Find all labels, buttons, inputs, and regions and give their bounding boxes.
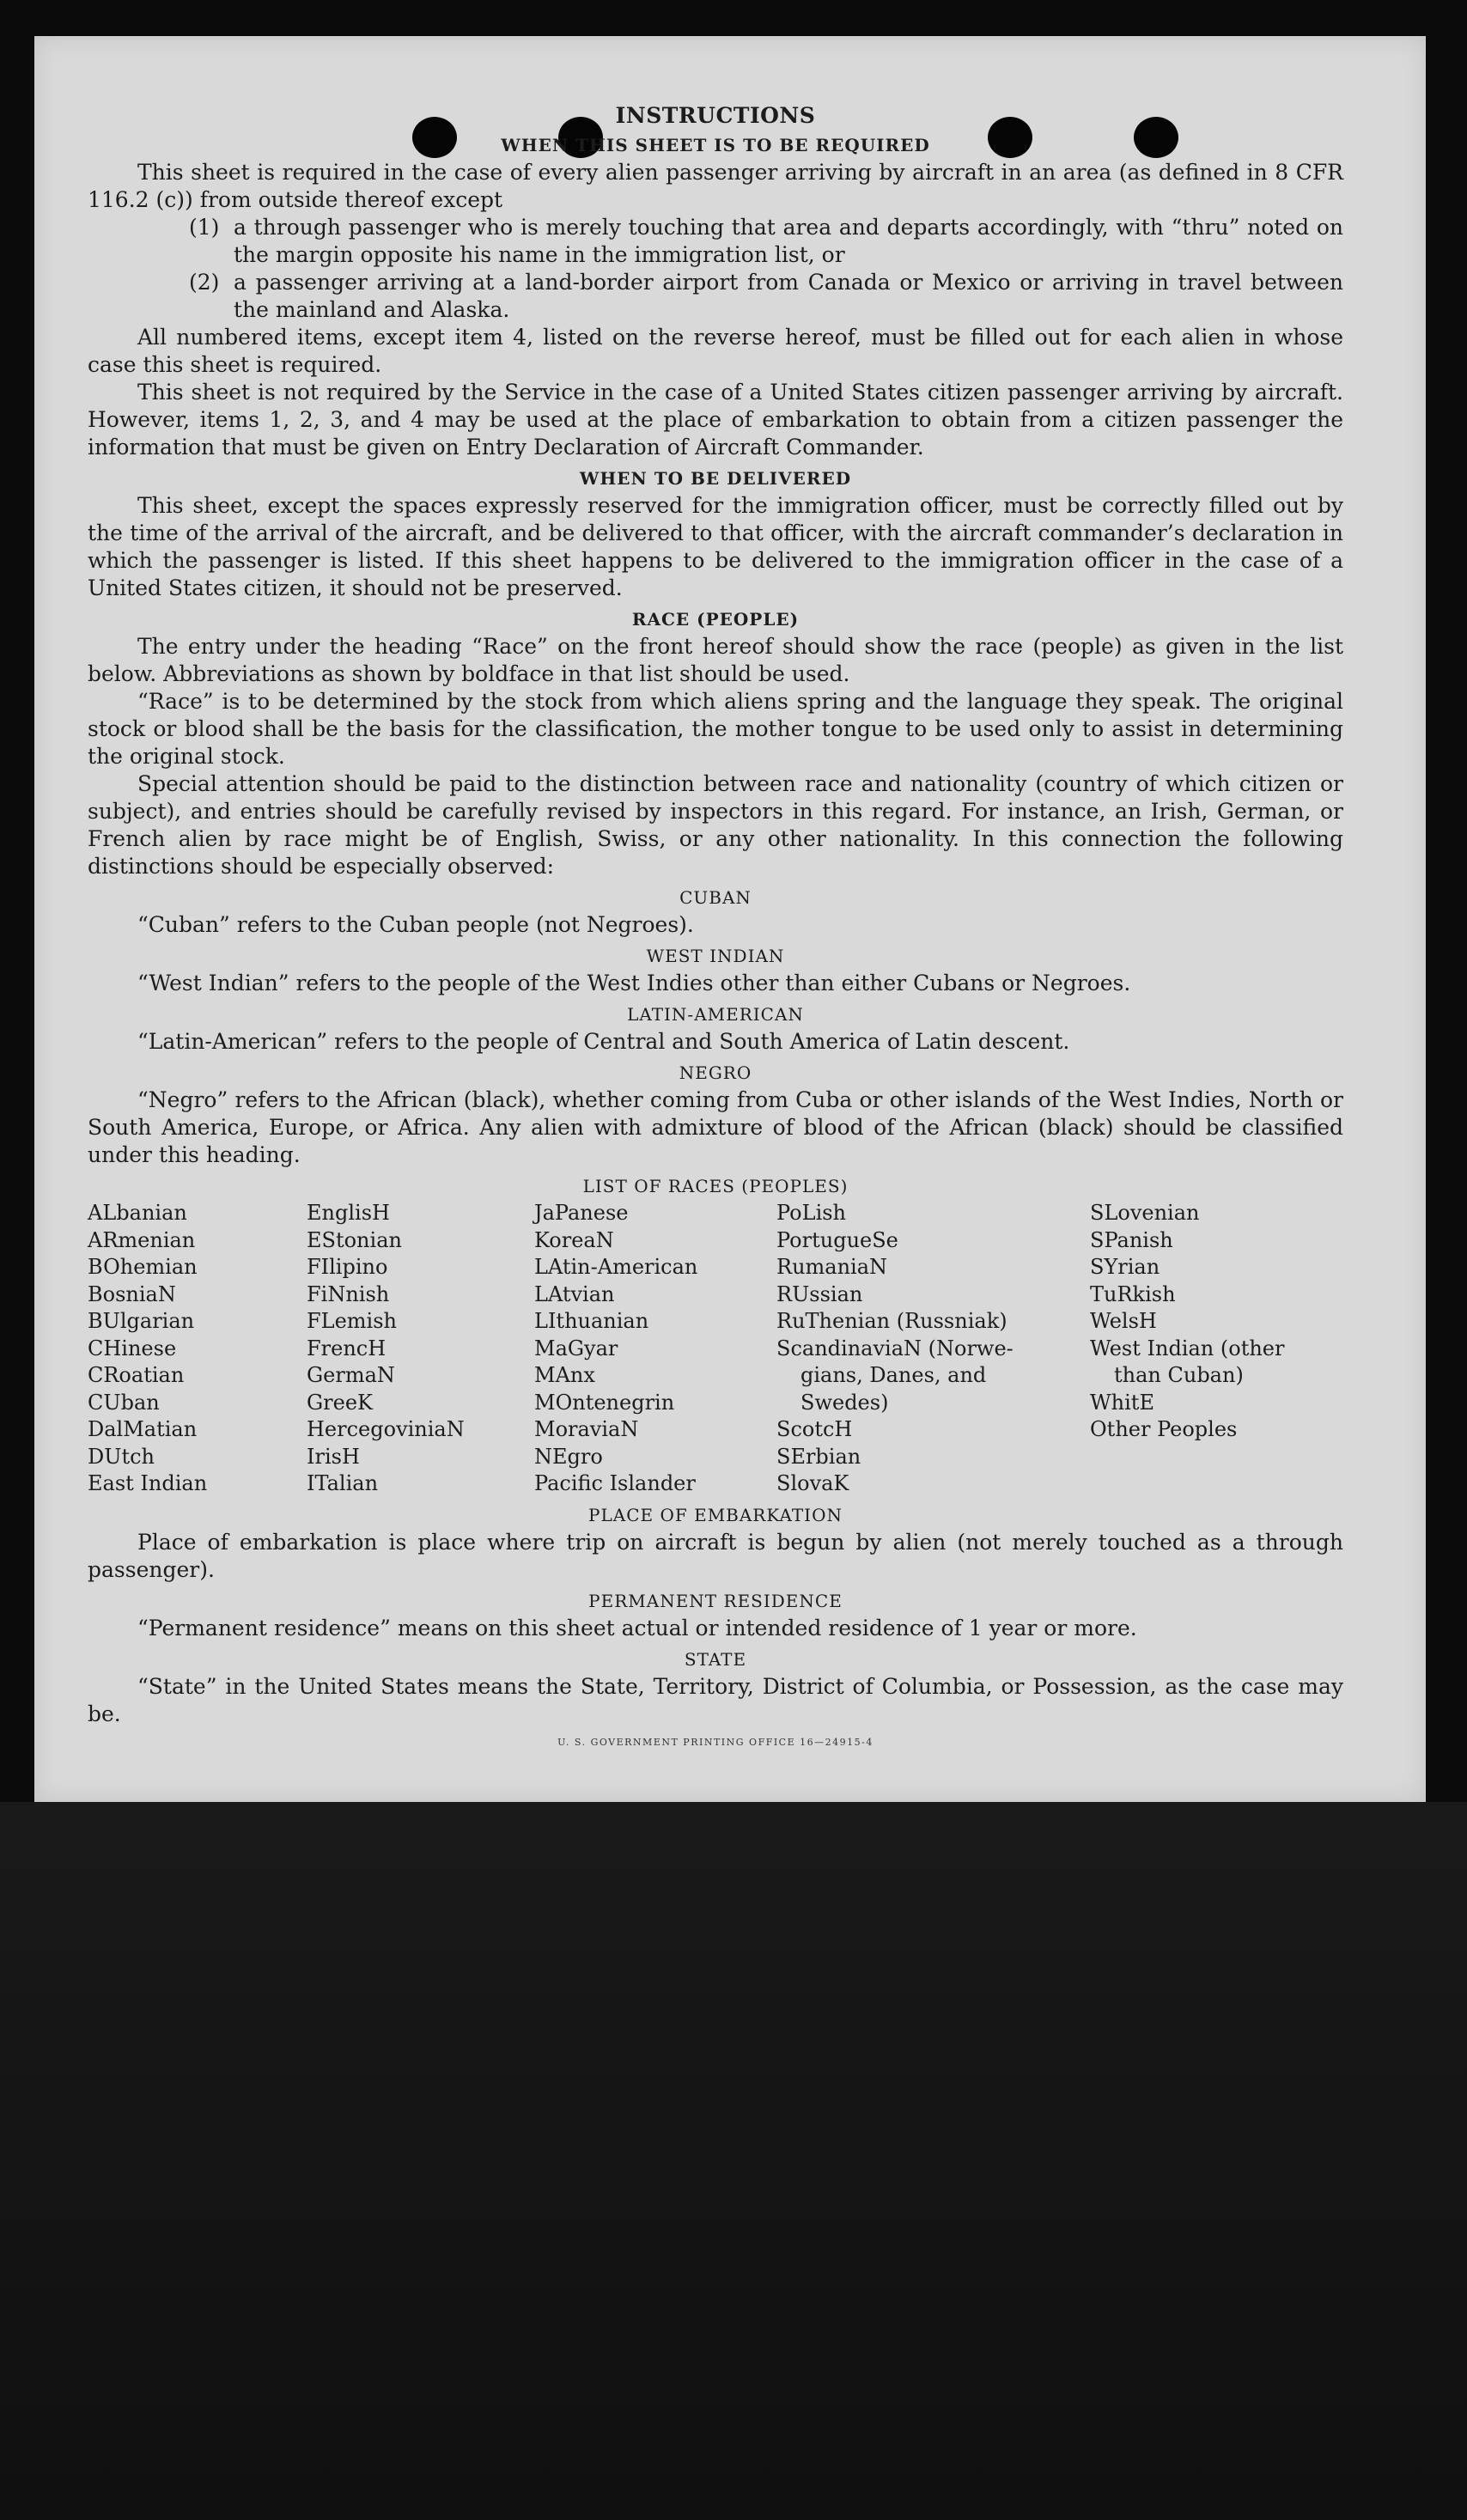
races-column <box>307 1200 534 1498</box>
paragraph: All numbered items, except item 4, listed on the reverse hereof, must be filled out for each alien in whose case this sheet is required. <box>88 325 1343 377</box>
paragraph: “Permanent residence” means on this sheet actual or intended residence of 1 year or more. <box>137 1615 1137 1640</box>
race-entry: ITalian <box>307 1471 379 1495</box>
race-entry: SlovaK <box>776 1471 849 1495</box>
race-entry: PortugueSe <box>776 1227 898 1252</box>
race-entry: FLemish <box>307 1309 397 1333</box>
race-entry: JaPanese <box>534 1201 629 1225</box>
race-entry: LAtvian <box>534 1281 615 1306</box>
race-entry: ScotcH <box>776 1417 853 1441</box>
race-entry: FIlipino <box>307 1255 388 1279</box>
paragraph: This sheet is not required by the Service in the case of a United States citizen passenger arriving by aircraft. However, items 1, 2, 3, and 4 may be used at the place of embarkation to obtain from a citizen passenger the information that must be given on Entry Declaration of Aircraft Commander. <box>88 380 1343 460</box>
race-entry: West Indian (other <box>1090 1336 1285 1360</box>
races-column <box>1090 1200 1343 1498</box>
item-number: (1) <box>189 215 220 240</box>
race-entry: ARmenian <box>88 1227 196 1252</box>
race-entry: CHinese <box>88 1336 177 1360</box>
race-entry: CUban <box>88 1390 160 1415</box>
race-entry: BUlgarian <box>88 1309 195 1333</box>
race-entry: GermaN <box>307 1363 395 1387</box>
race-entry: FiNnish <box>307 1281 390 1306</box>
list-item <box>88 214 1343 269</box>
paragraph: “Race” is to be determined by the stock from which aliens spring and the language they speak. The original stock or blood shall be the basis for the classification, the mother tongue to be used only to assist in determining the original stock. <box>88 689 1343 769</box>
paragraph: “State” in the United States means the State, Territory, District of Columbia, or Possession, as the case may be. <box>88 1673 1343 1726</box>
race-entry: Other Peoples <box>1090 1417 1238 1441</box>
race-entry: GreeK <box>307 1390 373 1415</box>
race-entry: LAtin-American <box>534 1255 698 1279</box>
document-content <box>88 98 1343 1748</box>
item-number: (2) <box>189 270 220 295</box>
section-heading: WHEN THIS SHEET IS TO BE REQUIRED <box>501 135 930 155</box>
race-entry: HercegoviniaN <box>307 1417 465 1441</box>
race-entry: DalMatian <box>88 1417 198 1441</box>
paragraph: Special attention should be paid to the distinction between race and nationality (country of which citizen or subject), and entries should be carefully revised by inspectors in this regard. For instance, an Irish, German, or French alien by race might be of English, Swiss, or any other nationality. In this connection the following distinctions should be especially observed: <box>88 771 1343 879</box>
section-heading: LATIN-AMERICAN <box>627 1004 804 1025</box>
race-entry: LIthuanian <box>534 1309 649 1333</box>
race-entry: EStonian <box>307 1227 402 1252</box>
race-entry: SLovenian <box>1090 1201 1200 1225</box>
paragraph: “Latin-American” refers to the people of Central and South America of Latin descent. <box>137 1029 1070 1054</box>
race-entry: RumaniaN <box>776 1255 888 1279</box>
section-heading: WHEN TO BE DELIVERED <box>579 468 852 489</box>
race-entry: SErbian <box>776 1444 861 1469</box>
race-entry: KoreaN <box>534 1227 614 1252</box>
section-heading: NEGRO <box>679 1062 752 1083</box>
paragraph: Place of embarkation is place where trip on aircraft is begun by alien (not merely touched as a through passenger). <box>88 1529 1343 1582</box>
race-entry: than Cuban) <box>1114 1363 1244 1387</box>
race-entry: FrencH <box>307 1336 387 1360</box>
race-entry: WhitE <box>1090 1390 1154 1415</box>
race-entry: East Indian <box>88 1471 208 1495</box>
races-column <box>534 1200 776 1498</box>
race-entry: SPanish <box>1090 1227 1173 1252</box>
section-heading: LIST OF RACES (PEOPLES) <box>582 1176 849 1196</box>
race-entry: DUtch <box>88 1444 155 1469</box>
printer-imprint: U. S. GOVERNMENT PRINTING OFFICE 16—24915-4 <box>557 1736 874 1748</box>
race-entry: MoraviaN <box>534 1417 639 1441</box>
background-dark-area <box>0 1802 1467 2520</box>
race-entry: EnglisH <box>307 1201 390 1225</box>
race-entry: BOhemian <box>88 1255 198 1279</box>
paragraph: “West Indian” refers to the people of the West Indies other than either Cubans or Negroes. <box>137 971 1131 995</box>
race-entry: NEgro <box>534 1444 603 1469</box>
race-entry: Swedes) <box>800 1390 889 1415</box>
section-heading: WEST INDIAN <box>646 946 785 966</box>
race-entry: MAnx <box>534 1363 595 1387</box>
paragraph: This sheet, except the spaces expressly reserved for the immigration officer, must be correctly filled out by the time of the arrival of the aircraft, and be delivered to that officer, with the aircraft commander’s declaration in which the passenger is listed. If this sheet happens to be delivered to the immigration officer in the case of a United States citizen, it should not be preserved. <box>88 493 1343 600</box>
section-heading: STATE <box>684 1648 747 1670</box>
race-entry: CRoatian <box>88 1363 185 1387</box>
race-entry: MOntenegrin <box>534 1390 675 1415</box>
paragraph: “Negro” refers to the African (black), whether coming from Cuba or other islands of the West Indies, North or South America, Europe, or Africa. Any alien with admixture of blood of the African (black) should be classified under this heading. <box>88 1087 1343 1167</box>
paragraph: “Cuban” refers to the Cuban people (not Negroes). <box>137 912 694 937</box>
race-entry: PoLish <box>776 1201 847 1225</box>
list-item <box>88 269 1343 324</box>
race-entry: ScandinaviaN (Norwe- <box>776 1336 1014 1360</box>
race-entry: SYrian <box>1090 1255 1160 1279</box>
race-entry: ALbanian <box>88 1201 187 1225</box>
race-entry: Pacific Islander <box>534 1471 696 1495</box>
race-entry: gians, Danes, and <box>800 1363 987 1387</box>
race-entry: RuThenian (Russniak) <box>776 1309 1007 1333</box>
paragraph: The entry under the heading “Race” on the front hereof should show the race (people) as given in the list below. Abbreviations as shown by boldface in that list should be used. <box>88 634 1343 686</box>
section-heading: PERMANENT RESIDENCE <box>588 1590 843 1611</box>
section-heading: RACE (PEOPLE) <box>631 609 800 630</box>
race-entry: MaGyar <box>534 1336 618 1360</box>
races-list <box>88 1200 1343 1498</box>
item-text: a through passenger who is merely touching that area and departs accordingly, with “thru” noted on the margin opposite his name in the immigration list, or <box>234 215 1343 267</box>
item-text: a passenger arriving at a land-border airport from Canada or Mexico or arriving in travel between the mainland and Alaska. <box>234 270 1343 322</box>
race-entry: RUssian <box>776 1281 863 1306</box>
races-column <box>776 1200 1090 1498</box>
race-entry: WelsH <box>1090 1309 1157 1333</box>
race-entry: IrisH <box>307 1444 360 1469</box>
race-entry: BosniaN <box>88 1281 176 1306</box>
section-heading: CUBAN <box>679 887 752 908</box>
races-column <box>88 1200 307 1498</box>
race-entry: TuRkish <box>1090 1281 1176 1306</box>
page-title: INSTRUCTIONS <box>615 103 816 128</box>
section-heading: PLACE OF EMBARKATION <box>588 1504 843 1525</box>
paragraph: This sheet is required in the case of every alien passenger arriving by aircraft in an area (as defined in 8 CFR 116.2 (c)) from outside thereof except <box>88 160 1343 212</box>
